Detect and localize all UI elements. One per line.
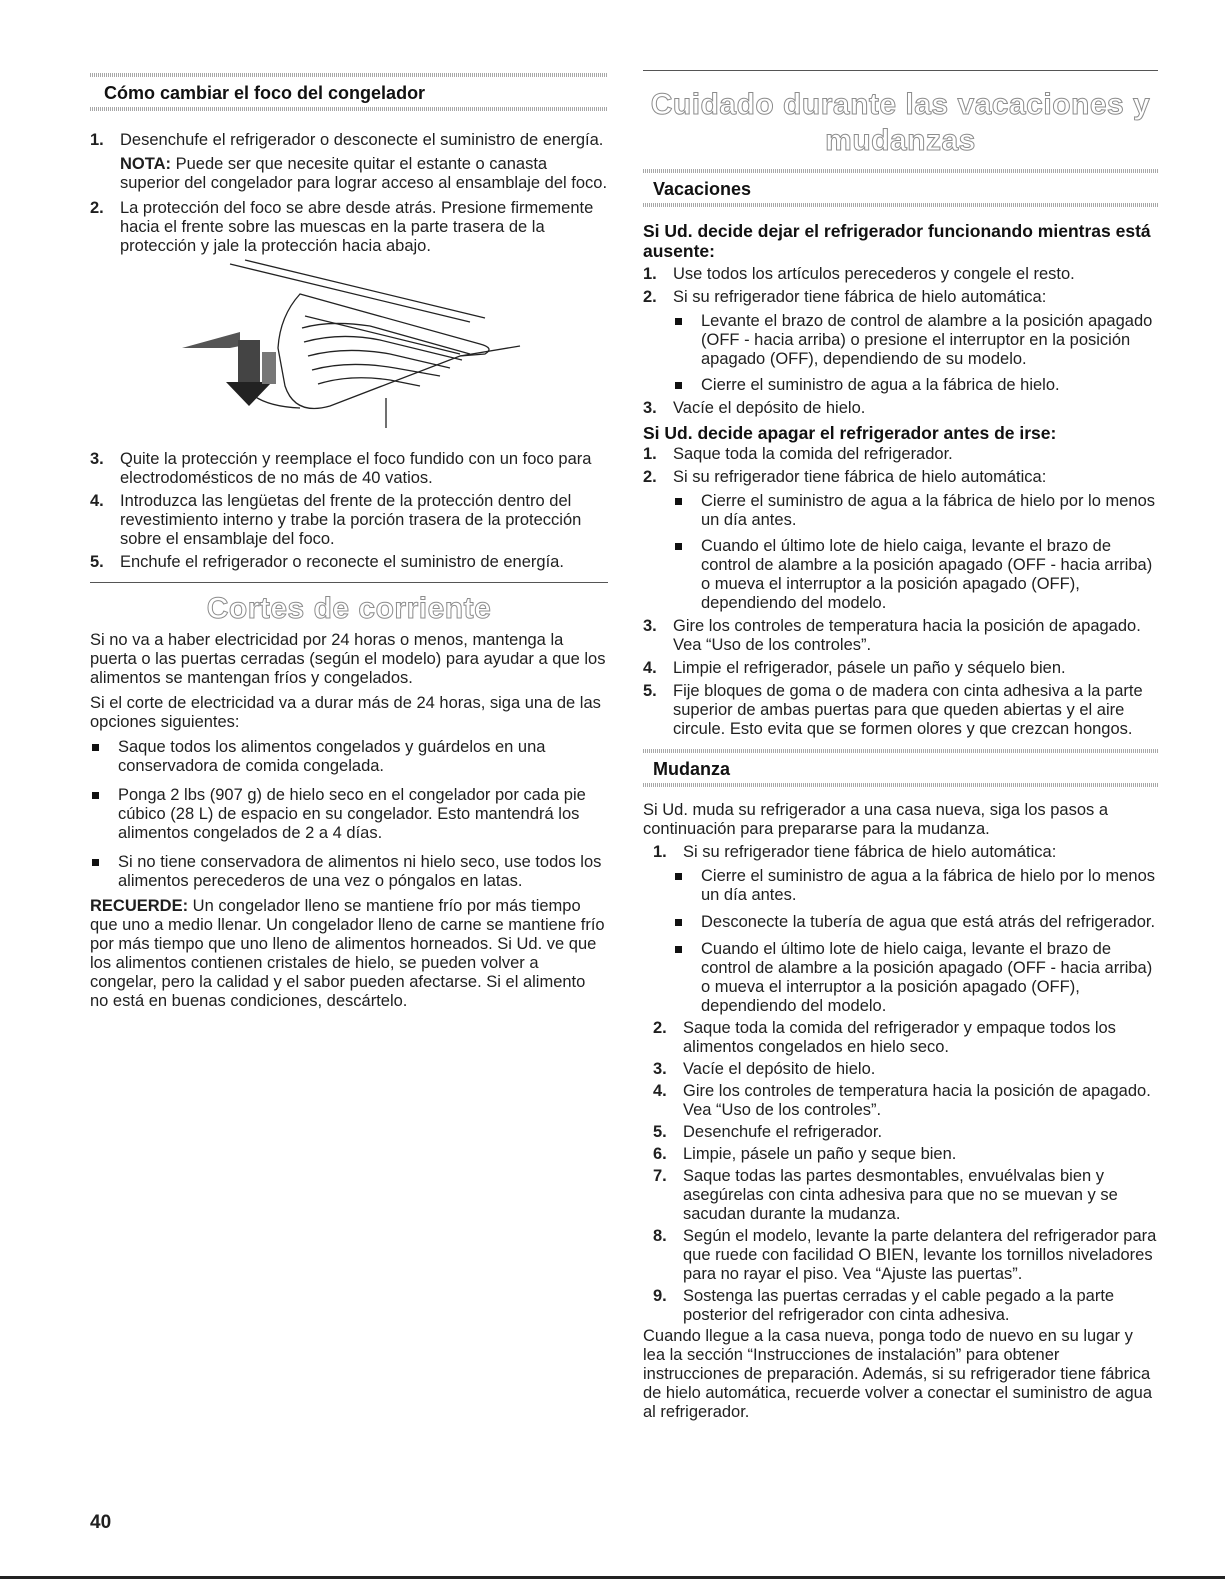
step-number: 1. <box>643 265 657 283</box>
step-number: 1. <box>643 445 657 463</box>
bullet-icon <box>92 792 99 799</box>
step-text: Vacíe el depósito de hielo. <box>673 399 866 417</box>
bulb-illustration <box>90 256 608 446</box>
list-item <box>90 492 608 549</box>
bullet-text: Cierre el suministro de agua a la fábrica de hielo por lo menos un día antes. <box>701 867 1155 904</box>
off-steps-b <box>643 617 1158 739</box>
bullet-text: Cierre el suministro de agua a la fábrica de hielo. <box>701 376 1060 394</box>
outages-bullets <box>90 738 608 891</box>
list-item <box>643 265 1158 284</box>
step-number: 3. <box>643 399 657 417</box>
right-column <box>643 0 1158 1422</box>
light-shield-illustration <box>90 256 608 446</box>
list-item <box>673 312 1158 369</box>
bullet-icon <box>675 498 682 505</box>
step-text: Fije bloques de goma o de madera con cinta adhesiva a la parte superior de ambas puertas para que queden abiertas y el aire circule. Esto evita que se formen olores y que crezcan hongos. <box>673 682 1143 738</box>
running-heading: Si Ud. decide dejar el refrigerador funcionando mientras está ausente: <box>643 221 1151 261</box>
step-text: Saque toda la comida del refrigerador. <box>673 445 953 463</box>
title-line-1: Cuidado durante las vacaciones y <box>650 88 1151 121</box>
moving-bullets <box>673 867 1158 1016</box>
section-divider <box>643 70 1158 71</box>
list-item <box>673 537 1158 613</box>
page-number: 40 <box>90 1512 112 1533</box>
step-text: Si su refrigerador tiene fábrica de hielo automática: <box>673 468 1047 486</box>
section-divider <box>90 107 608 111</box>
list-item <box>653 1060 1158 1079</box>
list-item <box>90 738 608 776</box>
bullet-text: Cuando el último lote de hielo caiga, levante el brazo de control de alambre a la posición apagado (OFF - hacia arriba) o mueva el interruptor a la posición apagado (OFF), dependiendo del modelo. <box>701 537 1153 612</box>
title-line-2: mudanzas <box>825 124 976 157</box>
bullet-text: Ponga 2 lbs (907 g) de hielo seco en el congelador por cada pie cúbico (28 L) de espacio en su congelador. Esto mantendrá los alimentos congelados de 2 a 4 días. <box>118 786 586 842</box>
step-number: 3. <box>643 617 657 635</box>
list-item <box>653 1082 1158 1120</box>
list-item <box>90 553 608 572</box>
bullet-icon <box>92 859 99 866</box>
remember-text: Un congelador lleno se mantiene frío por más tiempo que uno a medio llenar. Un congelador lleno de carne se mantiene frío por más tiempo que uno lleno de alimentos horneados. Si Ud. ve que los alimentos contienen cristales de hielo, se pueden volver a congelar, pero la calidad y el sabor pueden afectarse. Si el alimento no está en buenas condiciones, descártelo. <box>90 897 605 1010</box>
bullet-text: Cierre el suministro de agua a la fábrica de hielo por lo menos un día antes. <box>701 492 1155 529</box>
bullet-icon <box>92 744 99 751</box>
step-text: Si su refrigerador tiene fábrica de hielo automática: <box>673 288 1047 306</box>
list-item <box>90 199 608 256</box>
remember-paragraph <box>90 897 608 1011</box>
vacation-heading: Vacaciones <box>653 179 752 199</box>
note-label: NOTA: <box>120 155 172 173</box>
off-bullets <box>673 492 1158 613</box>
step-text: Limpie el refrigerador, pásele un paño y séquelo bien. <box>673 659 1066 677</box>
outages-paragraph-2: Si el corte de electricidad va a durar más de 24 horas, siga una de las opciones siguientes: <box>90 694 601 731</box>
bullet-icon <box>675 919 682 926</box>
step-number: 8. <box>653 1227 667 1245</box>
step-number: 7. <box>653 1167 667 1185</box>
bullet-icon <box>675 873 682 880</box>
list-item <box>643 617 1158 655</box>
step-number: 2. <box>643 468 657 486</box>
list-item <box>643 288 1158 307</box>
step-number: 2. <box>653 1019 667 1037</box>
step-text: Sostenga las puertas cerradas y el cable pegado a la parte posterior del refrigerador con cinta adhesiva. <box>683 1287 1115 1324</box>
bulb-steps-b <box>90 450 608 572</box>
section-divider <box>643 783 1158 787</box>
list-item <box>673 867 1158 905</box>
step-number: 4. <box>90 492 104 510</box>
outages-title: Cortes de corriente <box>206 592 492 625</box>
step-text: Enchufe el refrigerador o reconecte el suministro de energía. <box>120 553 564 571</box>
step-text: Use todos los artículos perecederos y congele el resto. <box>673 265 1075 283</box>
moving-intro: Si Ud. muda su refrigerador a una casa nueva, siga los pasos a continuación para prepararse para la mudanza. <box>643 801 1109 838</box>
list-item <box>653 1019 1158 1057</box>
step-text: Quite la protección y reemplace el foco fundido con un foco para electrodomésticos de no más de 40 vatios. <box>120 450 592 487</box>
step-number: 2. <box>90 199 104 217</box>
step-text: La protección del foco se abre desde atrás. Presione firmemente hacia el frente sobre las muescas en la parte trasera de la protección y jale la protección hacia abajo. <box>120 199 594 255</box>
moving-step-1 <box>653 843 1158 862</box>
list-item <box>643 399 1158 418</box>
remember-label: RECUERDE: <box>90 897 189 915</box>
step-text: Vacíe el depósito de hielo. <box>683 1060 876 1078</box>
list-item <box>653 843 1158 862</box>
note <box>120 155 608 193</box>
list-item <box>643 468 1158 487</box>
outages-paragraph-1: Si no va a haber electricidad por 24 horas o menos, mantenga la puerta o las puertas cerradas (según el modelo) para ayudar a que los alimentos se mantengan fríos y congelados. <box>90 631 606 687</box>
step-number: 5. <box>90 553 104 571</box>
list-item <box>673 940 1158 1016</box>
step-text: Desenchufe el refrigerador o desconecte el suministro de energía. <box>120 131 604 149</box>
moving-outro: Cuando llegue a la casa nueva, ponga todo de nuevo en su lugar y lea la sección “Instrucciones de instalación” para obtener instrucciones de preparación. Además, si su refrigerador tiene fábrica de hielo automática, recuerde volver a conectar el suministro de agua al refrigerador. <box>643 1327 1153 1421</box>
bulb-steps-a <box>90 131 608 256</box>
bullet-icon <box>675 318 682 325</box>
vacation-moving-title <box>643 87 1158 159</box>
list-item <box>653 1167 1158 1224</box>
section-divider <box>90 582 608 583</box>
step-number: 5. <box>643 682 657 700</box>
step-text: Saque toda la comida del refrigerador y empaque todos los alimentos congelados en hielo seco. <box>683 1019 1116 1056</box>
step-number: 1. <box>653 843 667 861</box>
step-text: Gire los controles de temperatura hacia la posición de apagado. Vea “Uso de los controles”. <box>673 617 1141 654</box>
step-number: 3. <box>653 1060 667 1078</box>
off-heading: Si Ud. decide apagar el refrigerador antes de irse: <box>643 423 1057 443</box>
running-bullets <box>673 312 1158 395</box>
list-item <box>653 1227 1158 1284</box>
list-item <box>90 786 608 843</box>
bullet-text: Cuando el último lote de hielo caiga, levante el brazo de control de alambre a la posición apagado (OFF - hacia arriba) o mueva el interruptor a la posición apagado (OFF), dependiendo del modelo. <box>701 940 1153 1015</box>
list-item <box>90 450 608 488</box>
step-number: 3. <box>90 450 104 468</box>
bulb-heading: Cómo cambiar el foco del congelador <box>104 83 426 103</box>
step-text: Introduzca las lengüetas del frente de la protección dentro del revestimiento interno y trabe la porción trasera de la protección sobre el ensamblaje del foco. <box>120 492 582 548</box>
note-text: Puede ser que necesite quitar el estante o canasta superior del congelador para lograr acceso al ensamblaje del foco. <box>120 155 608 192</box>
step-number: 4. <box>653 1082 667 1100</box>
section-divider <box>643 203 1158 207</box>
moving-steps <box>653 1019 1158 1325</box>
step-number: 9. <box>653 1287 667 1305</box>
left-column <box>90 0 608 1011</box>
moving-heading: Mudanza <box>653 759 731 779</box>
step-number: 6. <box>653 1145 667 1163</box>
list-item <box>653 1123 1158 1142</box>
list-item <box>673 492 1158 530</box>
step-text: Gire los controles de temperatura hacia la posición de apagado. Vea “Uso de los controles”. <box>683 1082 1151 1119</box>
step-text: Desenchufe el refrigerador. <box>683 1123 883 1141</box>
step-text: Si su refrigerador tiene fábrica de hielo automática: <box>683 843 1057 861</box>
off-steps-a <box>643 445 1158 487</box>
list-item <box>643 445 1158 464</box>
list-item <box>643 659 1158 678</box>
section-divider <box>90 73 608 77</box>
list-item <box>643 682 1158 739</box>
bullet-text: Si no tiene conservadora de alimentos ni hielo seco, use todos los alimentos perecederos de una vez o póngalos en latas. <box>118 853 602 890</box>
bullet-text: Levante el brazo de control de alambre a la posición apagado (OFF - hacia arriba) o presione el interruptor en la posición apagado (OFF), dependiendo de su modelo. <box>701 312 1153 368</box>
running-step-3 <box>643 399 1158 418</box>
step-number: 5. <box>653 1123 667 1141</box>
list-item <box>90 131 608 193</box>
step-text: Según el modelo, levante la parte delantera del refrigerador para que ruede con facilidad O BIEN, levante los tornillos niveladores para no rayar el piso. Vea “Ajuste las puertas”. <box>683 1227 1157 1283</box>
bullet-icon <box>675 382 682 389</box>
list-item <box>673 376 1158 395</box>
bullet-text: Desconecte la tubería de agua que está atrás del refrigerador. <box>701 913 1156 931</box>
step-text: Saque todas las partes desmontables, envuélvalas bien y asegúrelas con cinta adhesiva para que no se muevan y se sacudan durante la mudanza. <box>683 1167 1118 1223</box>
step-number: 2. <box>643 288 657 306</box>
section-divider <box>643 749 1158 753</box>
section-divider <box>643 169 1158 173</box>
bullet-icon <box>675 543 682 550</box>
list-item <box>673 913 1158 932</box>
list-item <box>653 1145 1158 1164</box>
step-text: Limpie, pásele un paño y seque bien. <box>683 1145 957 1163</box>
list-item <box>653 1287 1158 1325</box>
bullet-text: Saque todos los alimentos congelados y guárdelos en una conservadora de comida congelada. <box>118 738 546 775</box>
bullet-icon <box>675 946 682 953</box>
page-bottom-border <box>0 1576 1225 1579</box>
running-steps <box>643 265 1158 307</box>
list-item <box>90 853 608 891</box>
step-number: 1. <box>90 131 104 149</box>
step-number: 4. <box>643 659 657 677</box>
